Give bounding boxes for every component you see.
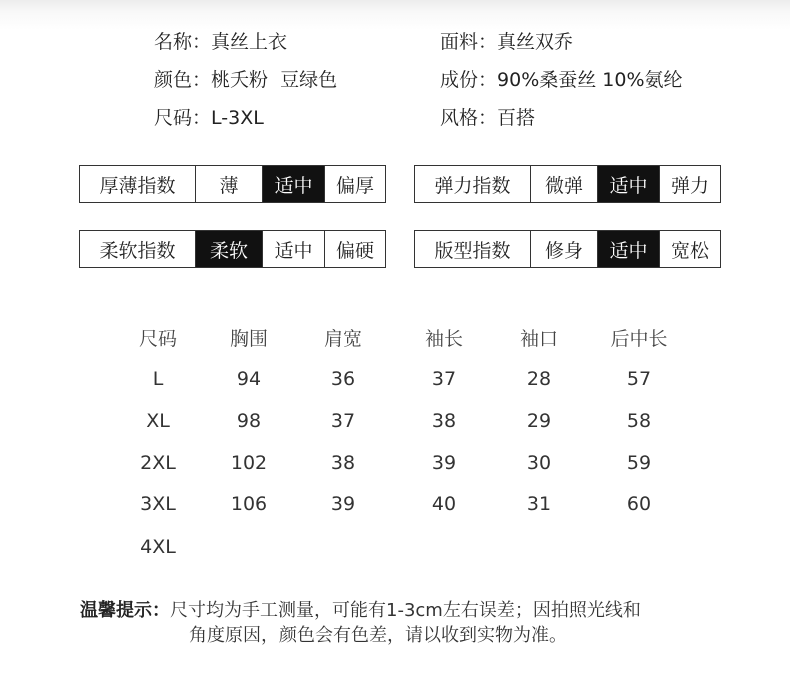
size-table-cell: 98 [236, 410, 262, 432]
size-table-row-size: 3XL [140, 493, 176, 515]
size-table-cell: 40 [431, 493, 457, 515]
size-table-cell: 57 [626, 368, 652, 390]
index-thickness [79, 165, 386, 203]
spec-color-value: 桃夭粉 豆绿色 [211, 69, 338, 91]
index-elasticity [414, 165, 721, 203]
size-table-cell: 37 [431, 368, 457, 390]
index-fit [414, 230, 721, 268]
index-option: 宽松 [659, 231, 720, 267]
size-table-cell: 30 [526, 452, 552, 474]
size-table-header: 尺码 [138, 328, 177, 350]
size-table-cell: 39 [330, 493, 356, 515]
size-table-cell: 38 [431, 410, 457, 432]
tip-note [80, 598, 641, 648]
index-option: 适中 [597, 166, 659, 202]
spec-style [440, 106, 535, 130]
tip-label: 温馨提示： [80, 600, 170, 621]
size-table-cell: 37 [330, 410, 356, 432]
index-option: 偏厚 [324, 166, 385, 202]
size-table-cell: 102 [230, 452, 268, 474]
size-table-header: 袖长 [424, 328, 463, 350]
header-fade-image [0, 0, 790, 30]
size-table-row-size: 2XL [140, 452, 176, 474]
spec-fabric [440, 30, 573, 54]
spec-composition-value: 90%桑蚕丝 10%氨纶 [497, 69, 683, 91]
spec-composition [440, 68, 683, 92]
spec-color-label: 颜色： [154, 69, 212, 91]
index-option: 弹力 [659, 166, 720, 202]
size-table-header: 后中长 [610, 328, 668, 350]
spec-fabric-label: 面料： [440, 31, 498, 53]
size-table-header: 胸围 [229, 328, 268, 350]
size-table-cell: 39 [431, 452, 457, 474]
size-table-cell: 28 [526, 368, 552, 390]
spec-size-label: 尺码： [154, 107, 212, 129]
index-option: 偏硬 [324, 231, 385, 267]
spec-size-value: L-3XL [211, 107, 264, 129]
tip-line2: 角度原因，颜色会有色差，请以收到实物为准。 [189, 625, 567, 646]
index-option: 薄 [195, 166, 262, 202]
spec-composition-label: 成份： [440, 69, 498, 91]
spec-style-value: 百搭 [497, 107, 536, 129]
spec-size [154, 106, 264, 130]
size-table-cell: 60 [626, 493, 652, 515]
spec-name-value: 真丝上衣 [211, 31, 288, 53]
size-table-cell: 29 [526, 410, 552, 432]
spec-name [154, 30, 287, 54]
index-option: 微弹 [530, 166, 597, 202]
index-option: 适中 [262, 231, 324, 267]
size-table-cell: 59 [626, 452, 652, 474]
size-table-cell: 94 [236, 368, 262, 390]
spec-style-label: 风格： [440, 107, 498, 129]
index-option: 适中 [262, 166, 324, 202]
size-table-row-size: L [152, 368, 164, 390]
size-table-cell: 31 [526, 493, 552, 515]
spec-fabric-value: 真丝双乔 [497, 31, 574, 53]
size-table-row-size: 4XL [140, 536, 176, 558]
index-option: 修身 [530, 231, 597, 267]
size-table-cell: 38 [330, 452, 356, 474]
size-table-cell: 106 [230, 493, 268, 515]
spec-color [154, 68, 337, 92]
index-label: 版型指数 [434, 239, 511, 262]
tip-line1: 尺寸均为手工测量，可能有1-3cm左右误差；因拍照光线和 [170, 600, 641, 621]
size-table-cell: 36 [330, 368, 356, 390]
size-table-header: 袖口 [519, 328, 558, 350]
spec-name-label: 名称： [154, 31, 212, 53]
index-option: 适中 [597, 231, 659, 267]
index-label: 柔软指数 [99, 239, 176, 262]
index-label: 弹力指数 [434, 174, 511, 197]
index-option: 柔软 [195, 231, 262, 267]
size-table-row-size: XL [146, 410, 170, 432]
size-table-cell: 58 [626, 410, 652, 432]
index-softness [79, 230, 386, 268]
index-label: 厚薄指数 [99, 174, 176, 197]
size-table-header: 肩宽 [323, 328, 362, 350]
